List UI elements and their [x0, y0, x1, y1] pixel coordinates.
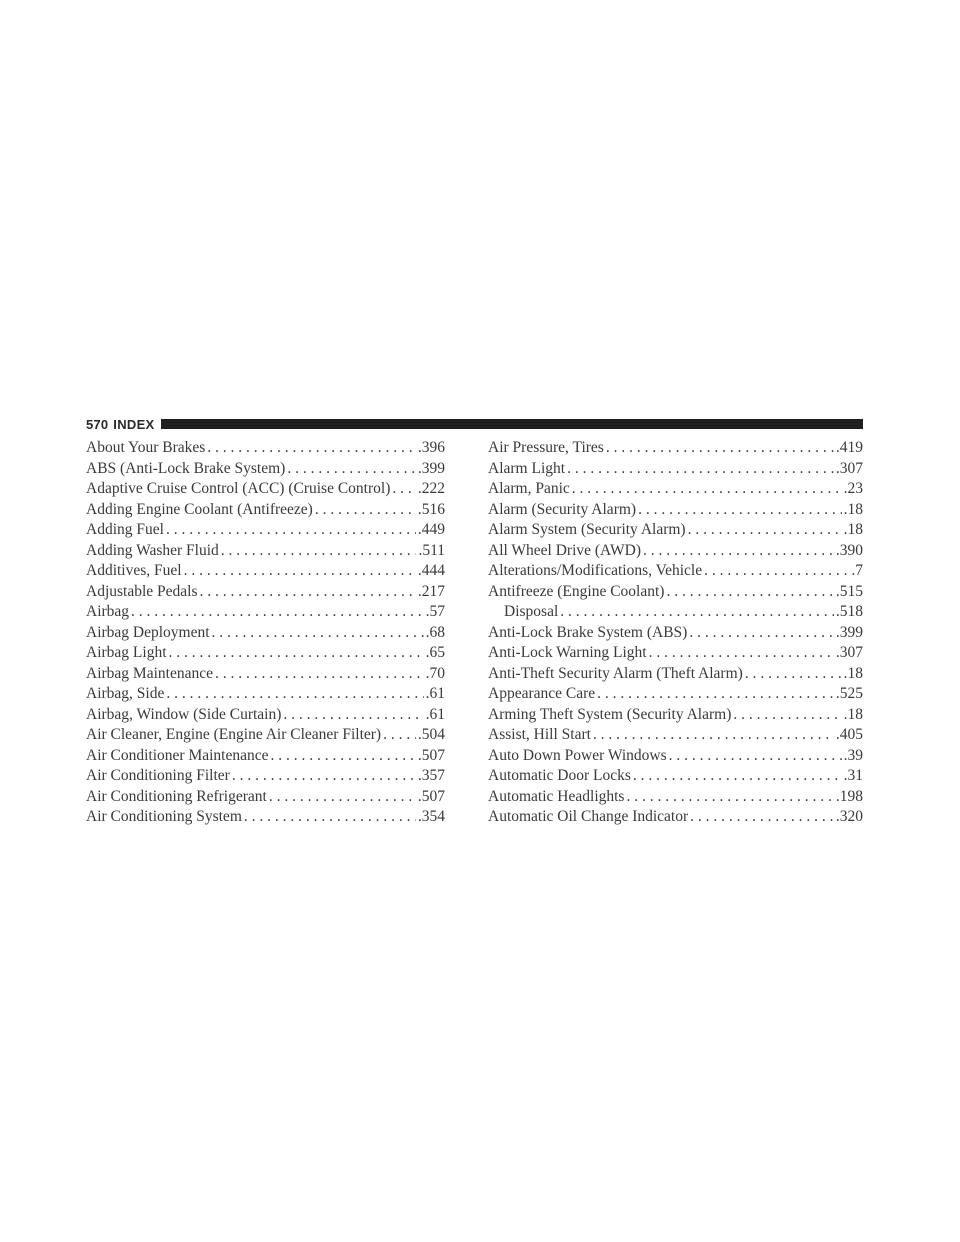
- dot-leader: [666, 582, 833, 603]
- index-entry: [488, 459, 863, 480]
- index-page-number: .419: [835, 439, 863, 456]
- index-entry: [86, 643, 445, 664]
- index-term: Alarm System (Security Alarm): [488, 521, 686, 538]
- index-page-number: .405: [835, 726, 863, 743]
- index-page-number: .507: [417, 746, 445, 764]
- index-page-number: .399: [835, 623, 863, 641]
- index-entry: [488, 500, 863, 521]
- index-page-number: .65: [425, 644, 445, 661]
- dot-leader: [704, 561, 849, 582]
- index-term: Assist, Hill Start: [488, 726, 591, 743]
- index-entry: [488, 520, 863, 541]
- index-term: Alterations/Modifications, Vehicle: [488, 562, 703, 579]
- index-entry: [86, 787, 445, 808]
- index-page-number: .18: [843, 500, 863, 518]
- index-page-number: .320: [835, 808, 863, 825]
- index-page-number: .449: [417, 521, 445, 538]
- index-entry: [86, 438, 445, 459]
- index-page-number: .222: [417, 480, 445, 497]
- dot-leader: [733, 705, 841, 726]
- index-term: Adding Washer Fluid: [86, 541, 219, 559]
- index-page-number: .507: [417, 787, 445, 805]
- index-entry: [86, 561, 445, 582]
- index-page-number: .525: [835, 685, 863, 702]
- index-entry: [86, 459, 445, 480]
- dot-leader: [169, 643, 424, 664]
- index-page-number: .61: [425, 705, 445, 723]
- index-page-number: .61: [425, 685, 445, 702]
- index-entry: [86, 479, 445, 500]
- index-page-number: .357: [417, 767, 445, 784]
- dot-leader: [597, 684, 834, 705]
- index-page-number: .70: [425, 664, 445, 682]
- dot-leader: [633, 766, 842, 787]
- index-term: Adding Engine Coolant (Antifreeze): [86, 500, 313, 518]
- index-term: Airbag, Side: [86, 685, 165, 702]
- index-term: Airbag Light: [86, 644, 167, 661]
- index-page-number: .18: [843, 521, 863, 538]
- dot-leader: [131, 602, 424, 623]
- index-page-number: .7: [851, 562, 863, 579]
- index-term: Automatic Door Locks: [488, 767, 631, 784]
- index-page-number: .399: [417, 459, 445, 477]
- index-page-number: .39: [843, 746, 863, 764]
- index-entry: [488, 664, 863, 685]
- dot-leader: [690, 807, 834, 828]
- index-page-number: .31: [843, 767, 863, 784]
- index-term: Airbag, Window (Side Curtain): [86, 705, 282, 723]
- index-entry: [488, 438, 863, 459]
- index-entry: [86, 520, 445, 541]
- index-entry: [86, 766, 445, 787]
- index-page-number: .515: [835, 582, 863, 600]
- dot-leader: [315, 500, 416, 521]
- index-entry: [86, 500, 445, 521]
- dot-leader: [200, 582, 416, 603]
- index-page-number: .504: [417, 726, 445, 743]
- index-column-left: [86, 438, 445, 828]
- section-title: INDEX: [113, 416, 155, 432]
- dot-leader: [745, 664, 842, 685]
- index-entry: [86, 664, 445, 685]
- dot-leader: [567, 459, 834, 480]
- index-page-number: .57: [425, 603, 445, 620]
- dot-leader: [392, 479, 416, 500]
- index-entry: [86, 623, 445, 644]
- dot-leader: [383, 725, 416, 746]
- dot-leader: [232, 766, 416, 787]
- index-term: Air Conditioning System: [86, 808, 242, 825]
- dot-leader: [688, 520, 842, 541]
- index-entry: [488, 582, 863, 603]
- dot-leader: [287, 459, 416, 480]
- index-entry: [86, 725, 445, 746]
- index-page-number: .516: [417, 500, 445, 518]
- index-entry: [86, 807, 445, 828]
- index-entry: [488, 643, 863, 664]
- index-page-number: .217: [417, 582, 445, 600]
- index-page-number: .68: [425, 623, 445, 641]
- index-entry: [86, 541, 445, 562]
- index-term: Adding Fuel: [86, 521, 164, 538]
- dot-leader: [638, 500, 842, 521]
- dot-leader: [606, 438, 834, 459]
- index-page-number: .354: [417, 808, 445, 825]
- dot-leader: [207, 438, 416, 459]
- index-entry: [488, 479, 863, 500]
- index-term: Auto Down Power Windows: [488, 746, 667, 764]
- dot-leader: [572, 479, 842, 500]
- dot-leader: [560, 602, 834, 623]
- index-entry: [86, 684, 445, 705]
- index-term: All Wheel Drive (AWD): [488, 541, 641, 559]
- index-term: Air Conditioner Maintenance: [86, 746, 269, 764]
- index-page-number: .511: [418, 541, 445, 559]
- index-term: Appearance Care: [488, 685, 596, 702]
- dot-leader: [626, 787, 833, 808]
- index-term: Alarm, Panic: [488, 480, 570, 497]
- index-term: Air Cleaner, Engine (Engine Air Cleaner Filter): [86, 726, 382, 743]
- index-page-number: .23: [843, 480, 863, 497]
- dot-leader: [166, 684, 423, 705]
- index-term: About Your Brakes: [86, 439, 206, 456]
- index-subentry: [488, 602, 863, 623]
- index-term: Additives, Fuel: [86, 562, 182, 579]
- index-entry: [488, 705, 863, 726]
- index-page-number: .396: [417, 439, 445, 456]
- index-entry: [86, 746, 445, 767]
- dot-leader: [221, 541, 417, 562]
- index-term: Airbag Maintenance: [86, 664, 213, 682]
- index-page-number: .518: [835, 603, 863, 620]
- index-page-number: .390: [835, 541, 863, 559]
- index-entry: [488, 725, 863, 746]
- index-entry: [488, 623, 863, 644]
- dot-leader: [166, 520, 416, 541]
- index-page-number: .307: [835, 644, 863, 661]
- index-entry: [488, 746, 863, 767]
- dot-leader: [215, 664, 424, 685]
- page-header: [86, 416, 863, 432]
- dot-leader: [643, 541, 834, 562]
- index-entry: [488, 787, 863, 808]
- index-entry: [86, 602, 445, 623]
- index-entry: [488, 561, 863, 582]
- index-page-number: .307: [835, 459, 863, 477]
- index-term: Anti-Lock Warning Light: [488, 644, 647, 661]
- index-term: Anti-Lock Brake System (ABS): [488, 623, 688, 641]
- dot-leader: [184, 561, 416, 582]
- index-term: Alarm (Security Alarm): [488, 500, 637, 518]
- dot-leader: [212, 623, 424, 644]
- index-term: Disposal: [504, 603, 559, 620]
- index-column-right: [488, 438, 863, 828]
- index-page-number: .444: [417, 562, 445, 579]
- index-entry: [488, 766, 863, 787]
- dot-leader: [269, 787, 416, 808]
- index-page-number: .198: [835, 787, 863, 805]
- dot-leader: [669, 746, 842, 767]
- index-term: Anti-Theft Security Alarm (Theft Alarm): [488, 664, 743, 682]
- index-term: Automatic Headlights: [488, 787, 625, 805]
- index-term: Automatic Oil Change Indicator: [488, 808, 689, 825]
- dot-leader: [283, 705, 423, 726]
- index-term: Adjustable Pedals: [86, 582, 198, 600]
- index-term: Airbag: [86, 603, 130, 620]
- index-entry: [488, 541, 863, 562]
- index-entry: [488, 684, 863, 705]
- dot-leader: [244, 807, 416, 828]
- index-page-number: .18: [843, 664, 863, 682]
- index-entry: [488, 807, 863, 828]
- index-term: Air Pressure, Tires: [488, 439, 604, 456]
- dot-leader: [649, 643, 834, 664]
- header-rule: [161, 419, 863, 429]
- dot-leader: [271, 746, 416, 767]
- index-entry: [86, 705, 445, 726]
- index-term: Air Conditioning Filter: [86, 767, 230, 784]
- index-term: Adaptive Cruise Control (ACC) (Cruise Control): [86, 480, 391, 497]
- index-term: Air Conditioning Refrigerant: [86, 787, 267, 805]
- index-term: ABS (Anti-Lock Brake System): [86, 459, 286, 477]
- index-term: Arming Theft System (Security Alarm): [488, 705, 732, 723]
- index-term: Alarm Light: [488, 459, 566, 477]
- dot-leader: [689, 623, 834, 644]
- index-page-number: .18: [843, 705, 863, 723]
- dot-leader: [593, 725, 834, 746]
- index-term: Antifreeze (Engine Coolant): [488, 582, 665, 600]
- page-number: 570: [86, 416, 109, 432]
- index-entry: [86, 582, 445, 603]
- index-term: Airbag Deployment: [86, 623, 210, 641]
